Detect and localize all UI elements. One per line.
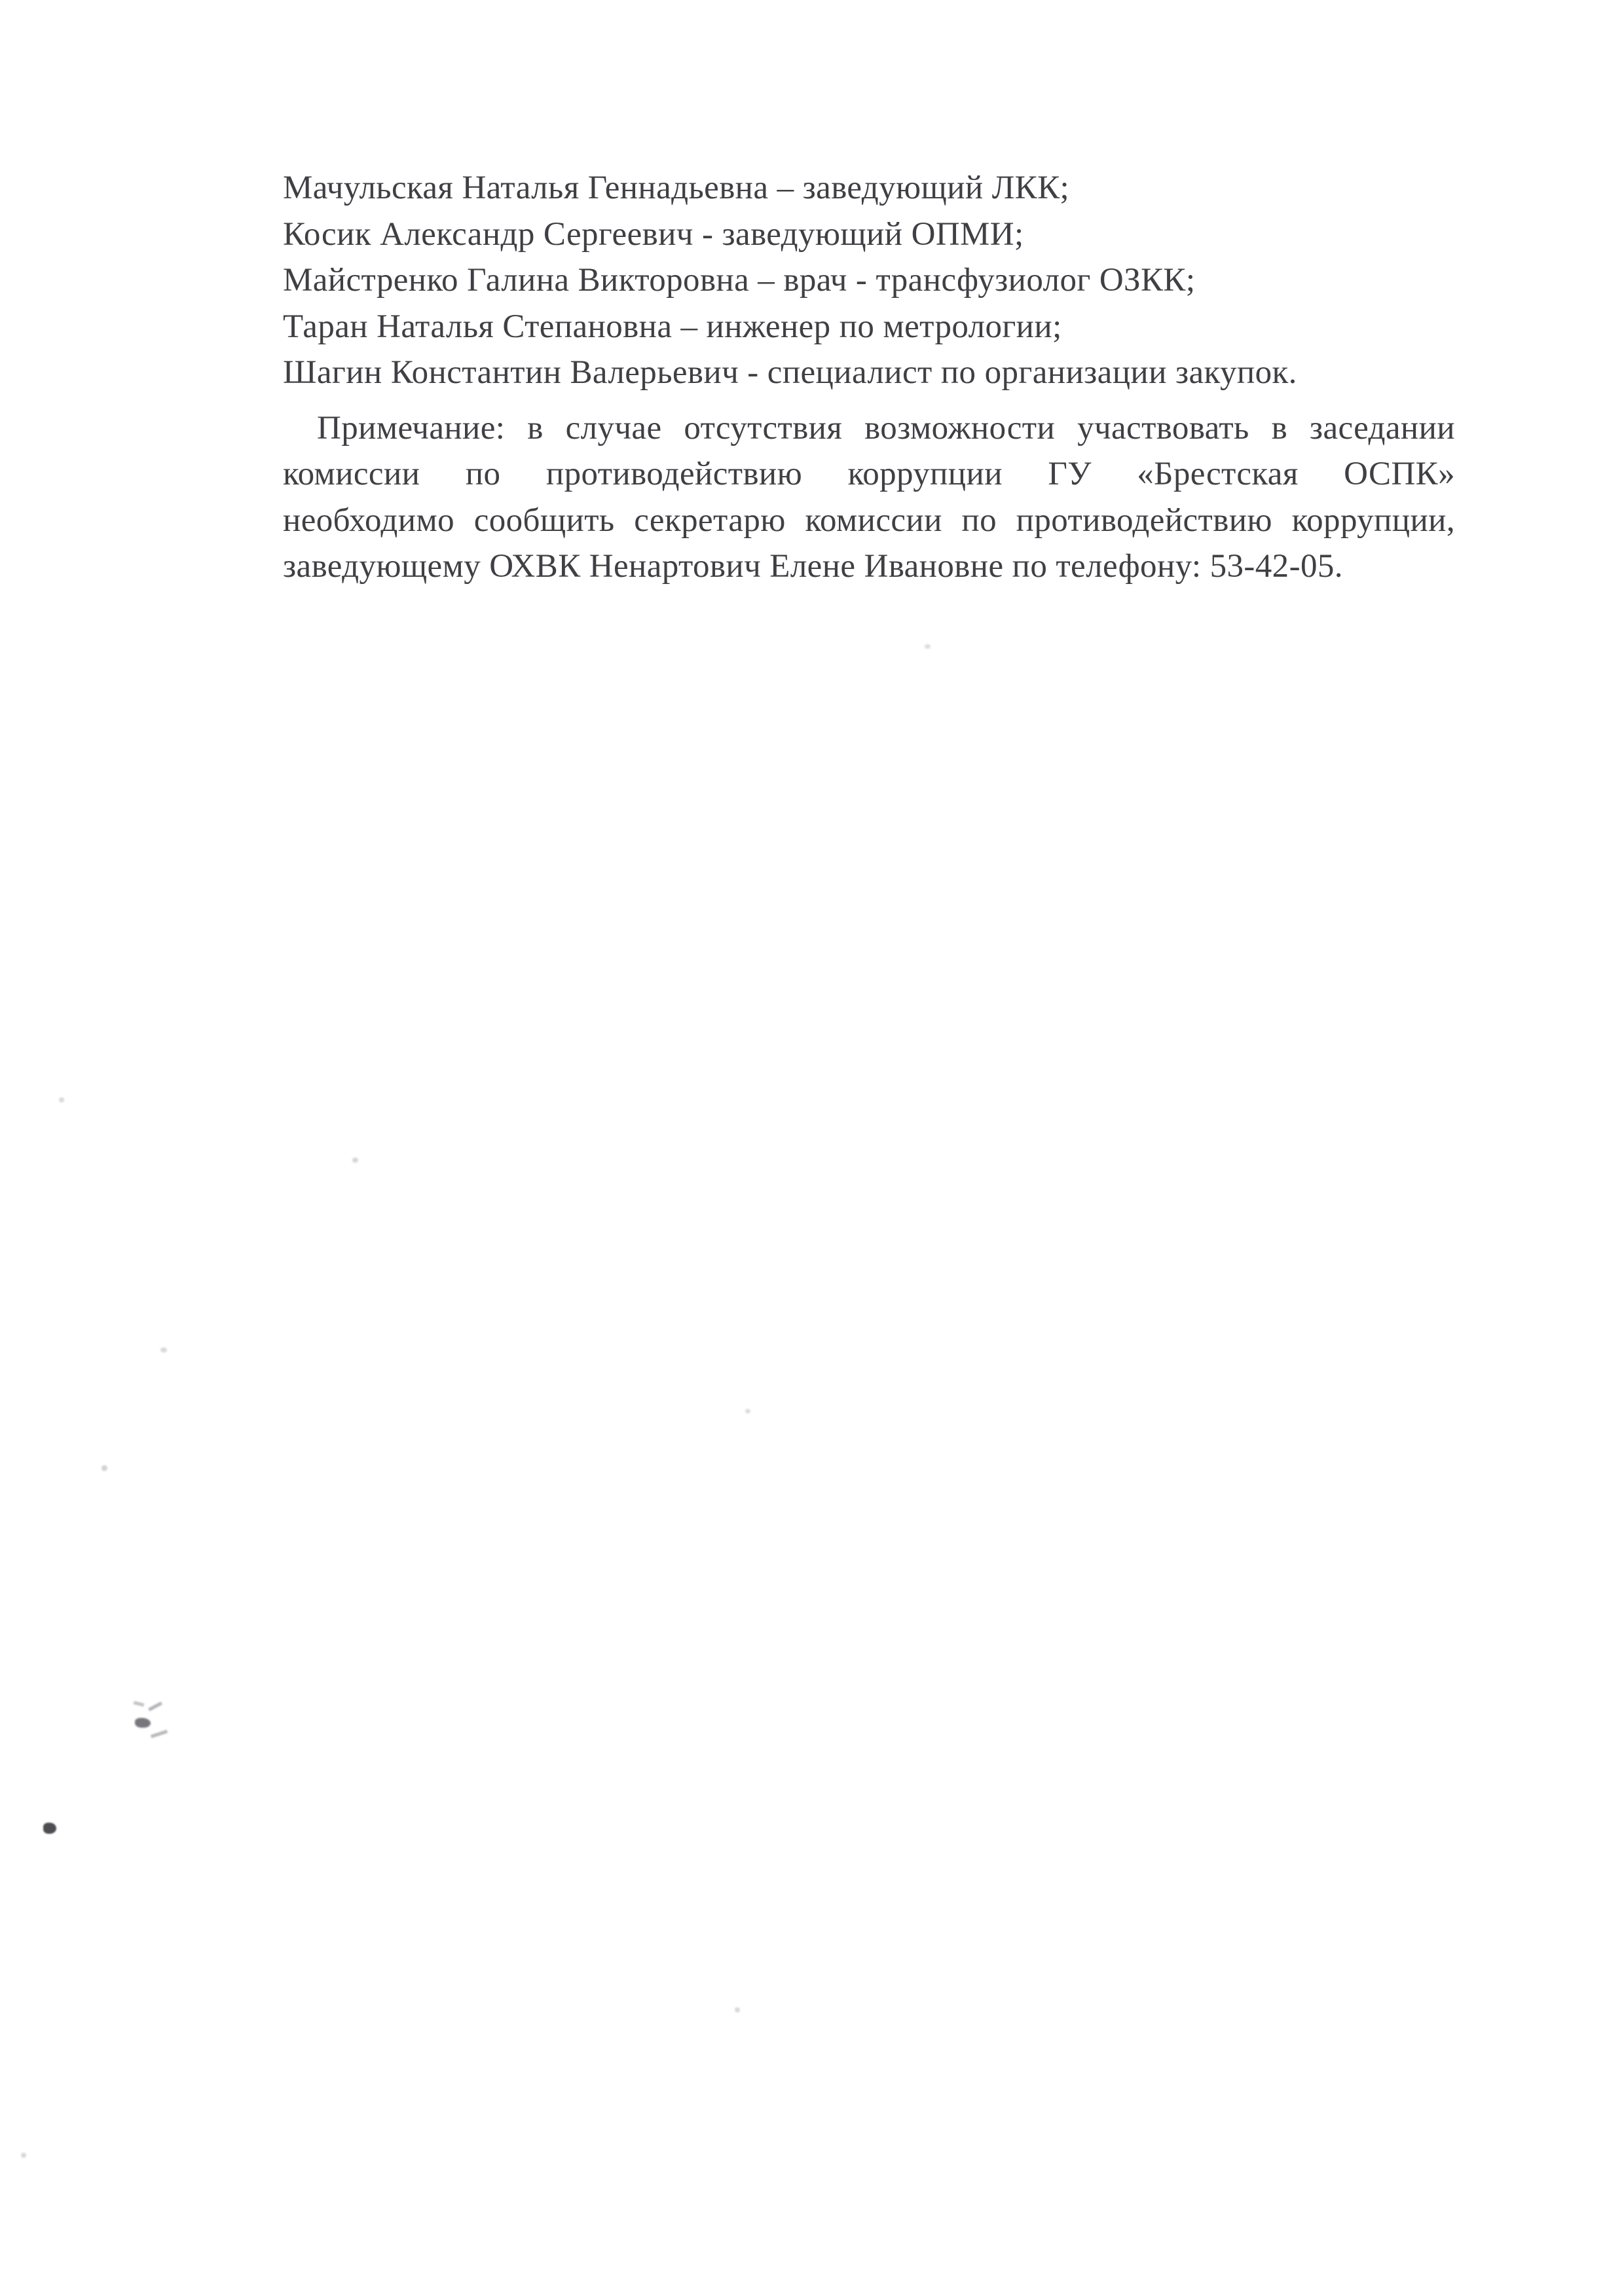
note-line: необходимо сообщить секретарю комиссии по противодействию коррупции, (283, 501, 1455, 539)
document-text-block (283, 165, 1455, 590)
scan-speck (745, 1409, 750, 1413)
scan-speck (160, 1347, 167, 1353)
scan-speck (101, 1465, 107, 1471)
note-line: комиссии по противодействию коррупции ГУ «Брестская ОСПК» (283, 456, 1455, 492)
scan-speck (352, 1157, 358, 1163)
member-roster (283, 165, 1455, 396)
note-line: Примечание: в случае отсутствия возможности участвовать в заседании (317, 409, 1455, 446)
scan-speck (925, 644, 931, 649)
note-line: заведующему ОХВК Ненартович Елене Ивановне по телефону: 53-42-05. (283, 548, 1343, 585)
scan-speck (735, 2007, 740, 2013)
roster-line: Таран Наталья Степановна – инженер по метрологии; (283, 308, 1062, 345)
scan-speck (21, 2153, 26, 2158)
roster-line: Майстренко Галина Викторовна – врач - трансфузиолог ОЗКК; (283, 262, 1196, 299)
roster-line: Косик Александр Сергеевич - заведующий ОПМИ; (283, 215, 1024, 253)
roster-line: Шагин Константин Валерьевич - специалист по организации закупок. (283, 354, 1297, 391)
roster-line: Мачульская Наталья Геннадьевна – заведующий ЛКК; (283, 170, 1070, 206)
note-paragraph (283, 405, 1455, 590)
ink-dot (43, 1823, 56, 1834)
scan-speck (59, 1097, 64, 1102)
